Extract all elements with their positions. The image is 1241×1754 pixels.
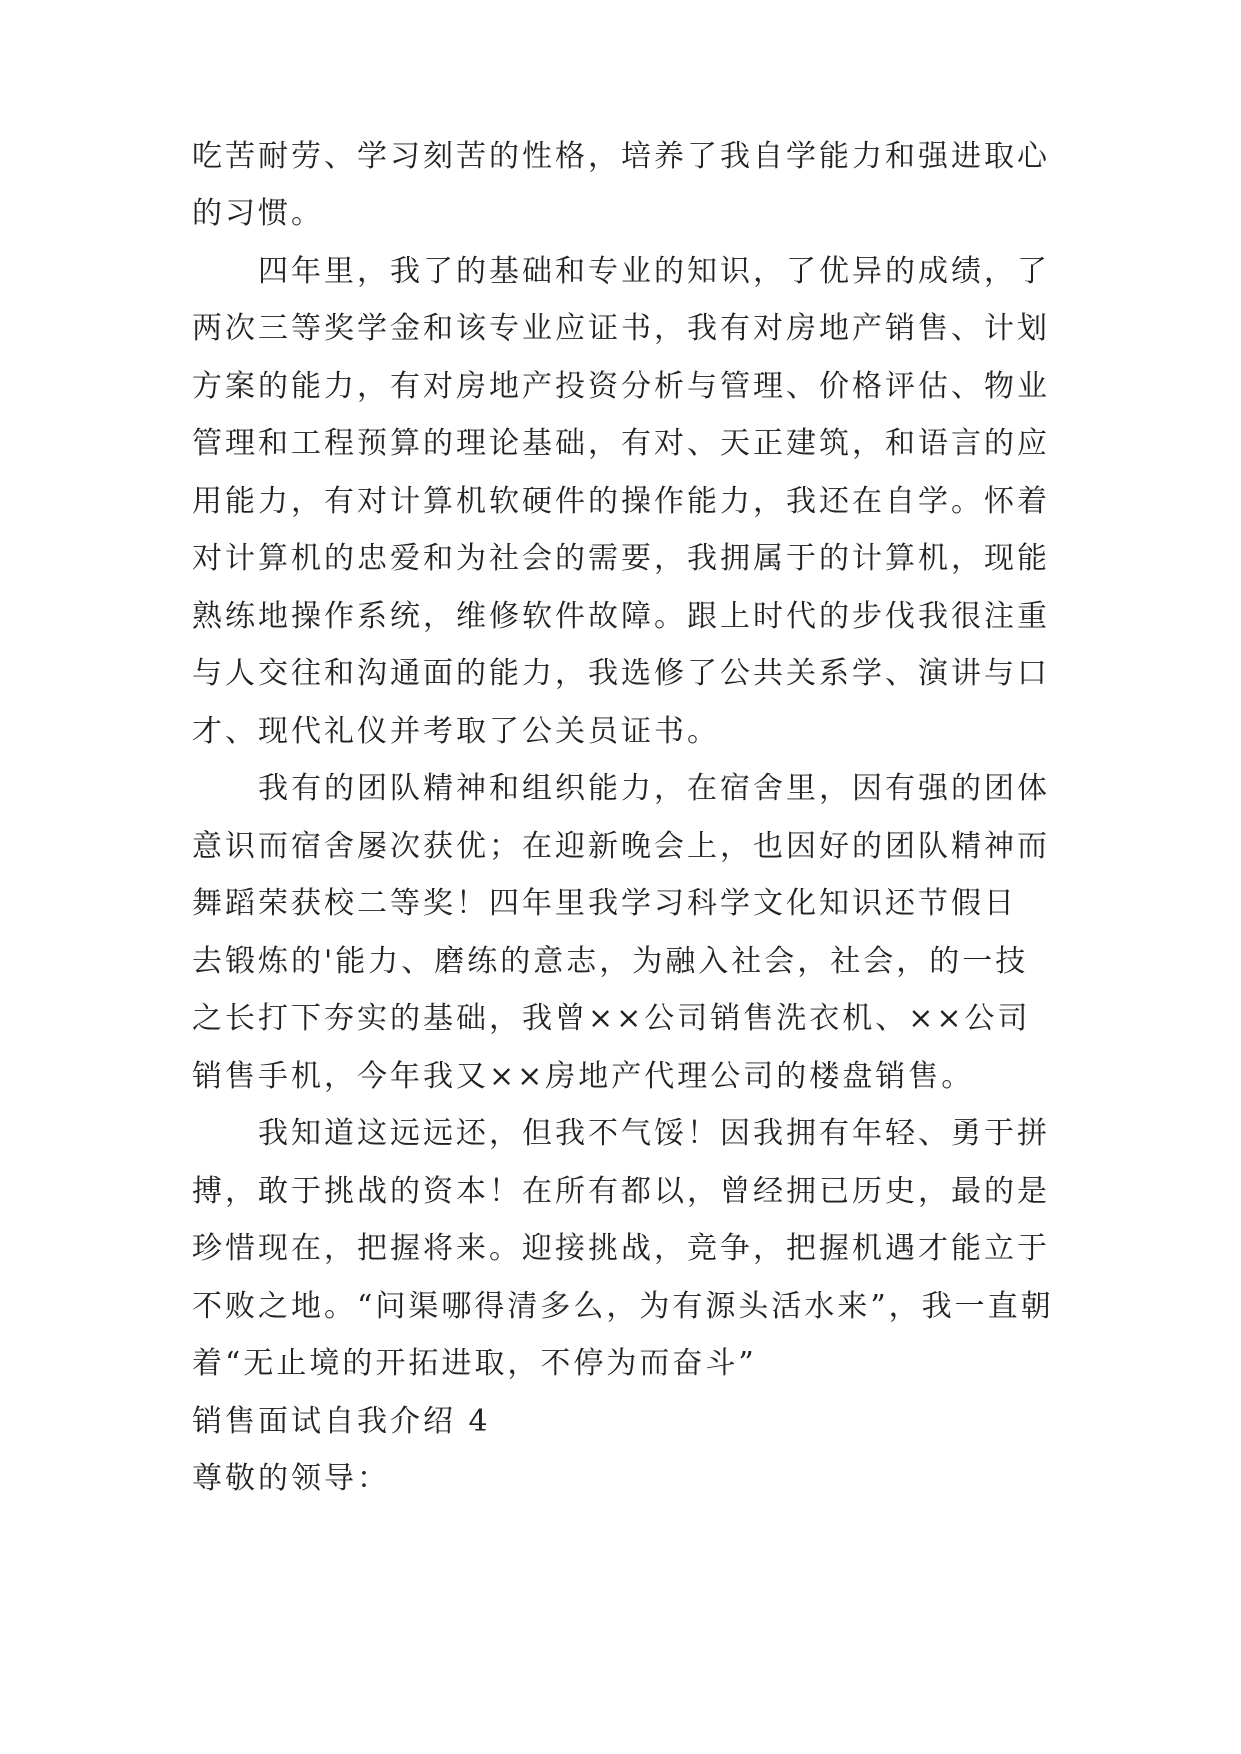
text-line: 方案的能力，有对房地产投资分析与管理、价格评估、物业	[192, 369, 1050, 404]
text-line: 舞蹈荣获校二等奖！四年里我学习科学文化知识还节假日	[192, 886, 1017, 921]
text-line: 珍惜现在，把握将来。迎接挑战，竞争，把握机遇才能立于	[192, 1231, 1050, 1266]
text-line: 两次三等奖学金和该专业应证书，我有对房地产销售、计划	[192, 311, 1050, 346]
text-line: 管理和工程预算的理论基础，有对、天正建筑，和语言的应	[192, 426, 1050, 461]
text-line: 的习惯。	[192, 196, 324, 231]
text-line: 不败之地。“问渠哪得清多么，为有源头活水来”，我一直朝	[192, 1289, 1054, 1324]
text-line: 之长打下夯实的基础，我曾××公司销售洗衣机、××公司	[192, 1001, 1031, 1036]
section-heading: 销售面试自我介绍 4	[192, 1404, 491, 1439]
text-line: 吃苦耐劳、学习刻苦的性格，培养了我自学能力和强进取心	[192, 139, 1050, 174]
text-line: 与人交往和沟通面的能力，我选修了公共关系学、演讲与口	[192, 656, 1050, 691]
text-line: 才、现代礼仪并考取了公关员证书。	[192, 714, 720, 749]
text-line: 去锻炼的'能力、磨练的意志，为融入社会，社会，的一技	[192, 944, 1029, 979]
salutation: 尊敬的领导：	[192, 1461, 390, 1496]
text-line: 用能力，有对计算机软硬件的操作能力，我还在自学。怀着	[192, 484, 1050, 519]
text-line: 对计算机的忠爱和为社会的需要，我拥属于的计算机，现能	[192, 541, 1050, 576]
text-line: 熟练地操作系统，维修软件故障。跟上时代的步伐我很注重	[192, 599, 1050, 634]
text-line: 搏，敢于挑战的资本！在所有都以，曾经拥已历史，最的是	[192, 1174, 1050, 1209]
paragraph-start-line: 我知道这远远还，但我不气馁！因我拥有年轻、勇于拼	[258, 1116, 1050, 1151]
paragraph-start-line: 四年里，我了的基础和专业的知识，了优异的成绩，了	[258, 254, 1050, 289]
text-line: 销售手机，今年我又××房地产代理公司的楼盘销售。	[192, 1059, 975, 1094]
text-line: 意识而宿舍屡次获优；在迎新晚会上，也因好的团队精神而	[192, 829, 1050, 864]
paragraph-start-line: 我有的团队精神和组织能力，在宿舍里，因有强的团体	[258, 771, 1050, 806]
text-line: 着“无止境的开拓进取，不停为而奋斗”	[192, 1346, 757, 1381]
